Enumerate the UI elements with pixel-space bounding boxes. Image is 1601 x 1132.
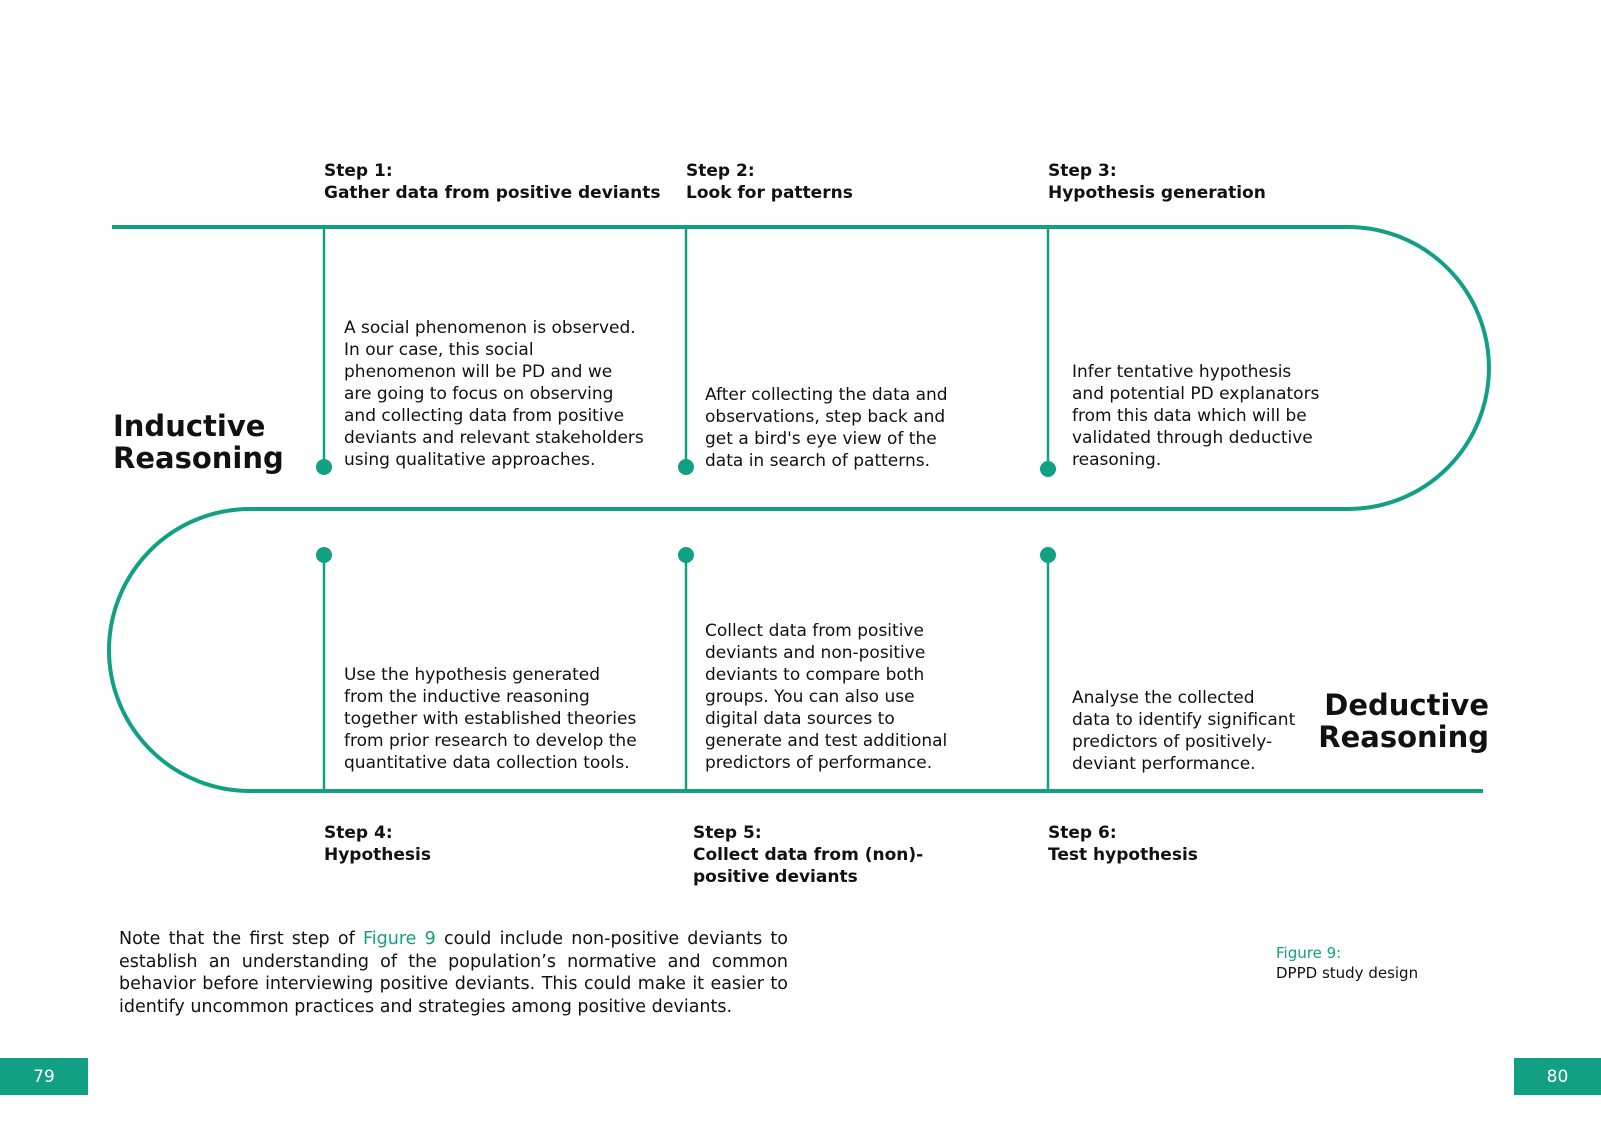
step-1-label: Step 1:	[324, 161, 393, 181]
step-4-description: Use the hypothesis generated from the inductive reasoning together with established theories from prior research to develop the quantitative data collection tools.	[344, 665, 637, 773]
note-paragraph	[119, 928, 788, 1018]
inductive-line-2: Reasoning	[113, 441, 284, 475]
step-3-title: Hypothesis generation	[1048, 183, 1266, 203]
inductive-reasoning-label	[113, 410, 284, 474]
step-3-heading	[1048, 160, 1378, 204]
inductive-line-1: Inductive	[113, 409, 266, 443]
figure-caption-label: Figure 9:	[1276, 944, 1342, 962]
step-2-label: Step 2:	[686, 161, 755, 181]
step-6-title: Test hypothesis	[1048, 845, 1198, 865]
step-1-dot	[316, 459, 332, 475]
note-text-before: Note that the first step of	[119, 929, 363, 949]
deductive-line-1: Deductive	[1324, 688, 1489, 722]
step-4-label: Step 4:	[324, 823, 393, 843]
step-5-dot	[678, 547, 694, 563]
step-6-heading	[1048, 822, 1348, 866]
step-2-title: Look for patterns	[686, 183, 853, 203]
page-number-left: 79	[0, 1058, 88, 1095]
step-4-heading	[324, 822, 624, 866]
step-6-description: Analyse the collected data to identify significant predictors of positively-deviant performance.	[1072, 688, 1296, 774]
step-4-dot	[316, 547, 332, 563]
note-text-after: could include non-positive deviants to establish an understanding of the population’s normative and common behavior before interviewing positive deviants. This could make it easier to identify uncommon practices and strategies among positive deviants.	[119, 929, 788, 1017]
step-4-title: Hypothesis	[324, 845, 431, 865]
step-1-heading	[324, 160, 674, 204]
right-curve	[1348, 227, 1489, 509]
step-6-dot	[1040, 547, 1056, 563]
step-2-dot	[678, 459, 694, 475]
deductive-reasoning-label	[1318, 689, 1489, 753]
figure-reference-link[interactable]: Figure 9	[362, 929, 436, 949]
page-number-right: 80	[1514, 1058, 1601, 1095]
deductive-line-2: Reasoning	[1318, 720, 1489, 754]
left-curve	[109, 509, 250, 791]
step-6-label: Step 6:	[1048, 823, 1117, 843]
step-5-label: Step 5:	[693, 823, 762, 843]
step-5-description: Collect data from positive deviants and non-positive deviants to compare both groups. You can also use digital data sources to generate and test additional predictors of performance.	[705, 621, 948, 773]
step-1-title: Gather data from positive deviants	[324, 183, 661, 203]
figure-caption	[1276, 943, 1418, 983]
figure-caption-text: DPPD study design	[1276, 964, 1419, 982]
step-3-dot	[1040, 461, 1056, 477]
step-3-description: Infer tentative hypothesis and potential PD explanators from this data which will be validated through deductive reasoning.	[1072, 362, 1320, 470]
step-1-description: A social phenomenon is observed. In our case, this social phenomenon will be PD and we are going to focus on observing and collecting data from positive deviants and relevant stakeholders using qualitative approaches.	[344, 318, 644, 470]
step-3-label: Step 3:	[1048, 161, 1117, 181]
step-2-description: After collecting the data and observations, step back and get a bird's eye view of the data in search of patterns.	[705, 385, 948, 471]
step-2-heading	[686, 160, 1016, 204]
step-5-heading	[693, 822, 943, 888]
step-5-title: Collect data from (non)-positive deviants	[693, 845, 924, 887]
